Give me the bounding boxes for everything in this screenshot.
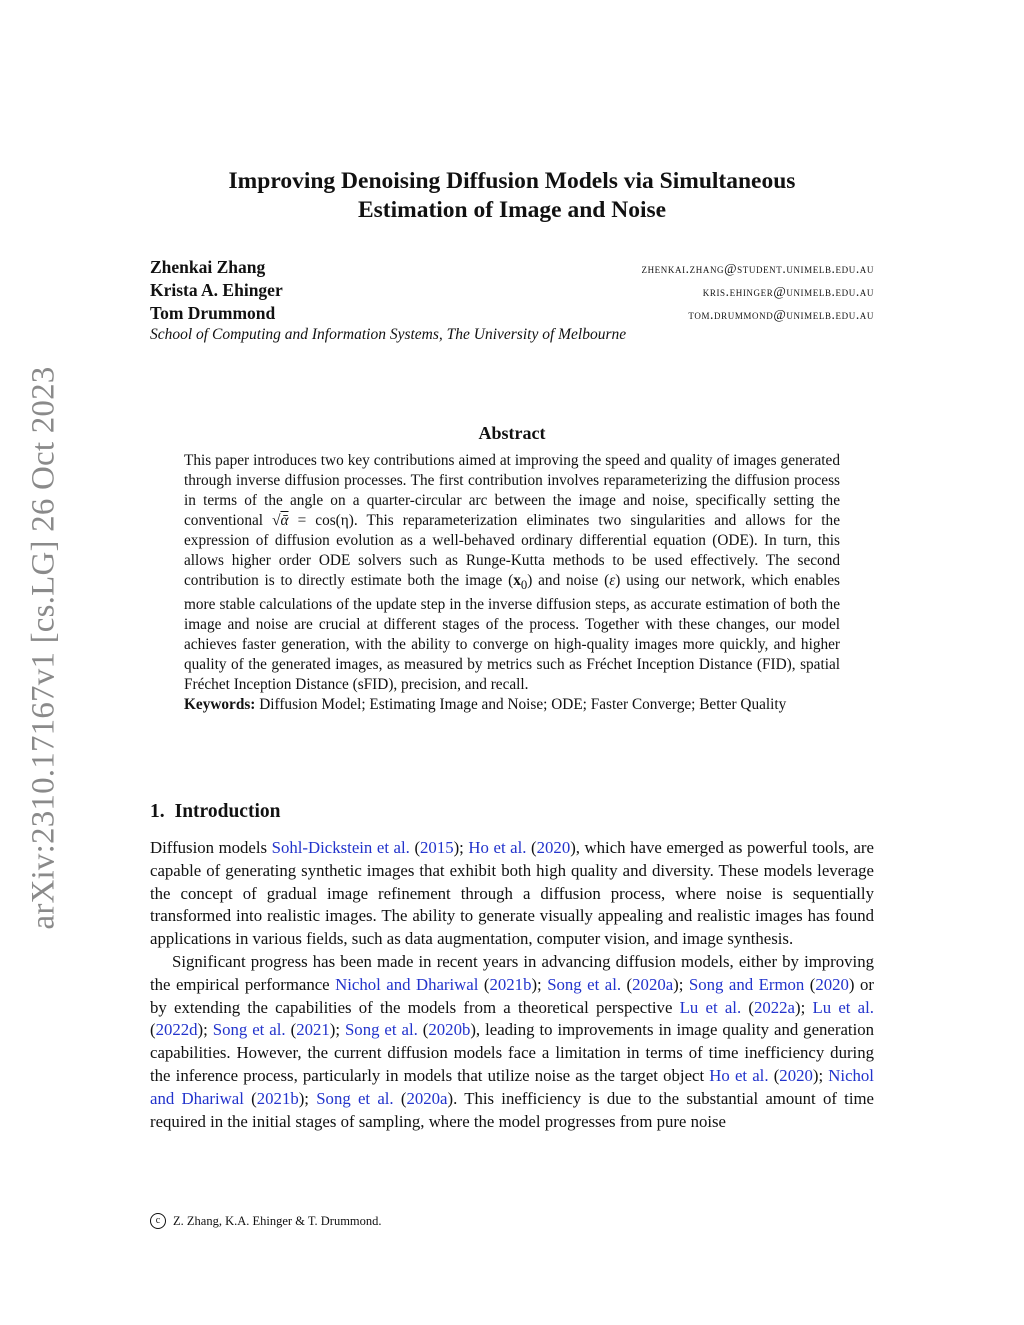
text-run: ), leading to improvements in image quality and generation capabilities. However, the current diffusion models face a limitation in terms of time inefficiency during the inference process, particularly in models that utilize noise as the target object (150, 1020, 875, 1085)
title-line-1: Improving Denoising Diffusion Models via Simultaneous (228, 168, 796, 194)
citation-link[interactable]: 2020 (815, 974, 849, 994)
text-run: ( (393, 1088, 407, 1108)
keywords-text: Diffusion Model; Estimating Image and Noise; ODE; Faster Converge; Better Quality (259, 696, 787, 714)
citation-link[interactable]: 2020a (632, 974, 674, 994)
keywords (184, 695, 840, 715)
text-run: ); (673, 974, 689, 994)
citation-link[interactable]: Lu et al. (812, 997, 874, 1017)
text-run: ); (812, 1065, 829, 1085)
citation-link[interactable]: Sohl-Dickstein et al. (271, 838, 410, 857)
citation-link[interactable]: Lu et al. (679, 997, 742, 1017)
text-run: ), which have emerged as powerful tools, are capable of generating synthetic images that exhibit both high quality and diversity. These models leverage the concept of gradual image refinement through a diffusion process, where noise is sequentially transformed into realistic images. The ability to generate visually appealing and realistic images has found applications in various fields, such as data augmentation, computer vision, and image synthesis. (150, 838, 874, 949)
abstract-text: This paper introduces two key contributions aimed at improving the speed and quality of images generated through inverse diffusion processes. The first contribution involves reparameterizing the diffusion process in terms of the angle on a quarter-circular arc between the image and noise, specifically setting the conventional (184, 452, 840, 529)
text-run: ( (621, 974, 633, 994)
citation-link[interactable]: 2021b (256, 1088, 299, 1108)
citation-link[interactable]: Nichol and Dhariwal (150, 1065, 874, 1108)
text-run: ( (478, 974, 490, 994)
abstract-text: . This reparameterization eliminates two singularities and allows for the expression of diffusion evolution as a well-behaved ordinary differential equation (ODE). In turn, this allows higher order ODE solvers such as Runge-Kutta methods to be used effectively. The second contribution is to directly estimate both the image ( (184, 512, 840, 589)
math-alpha-bar: ᾱ (280, 512, 289, 529)
section-title: Introduction (174, 801, 281, 822)
section-number: 1. (150, 801, 165, 822)
text-run: ); (794, 997, 813, 1017)
citation-link[interactable]: Song et al. (344, 1020, 418, 1040)
text-run: ( (409, 838, 421, 857)
keywords-label: Keywords: (184, 696, 256, 714)
citation-link[interactable]: Ho et al. (709, 1065, 769, 1085)
author-name: Krista A. Ehinger (150, 280, 283, 300)
citation-link[interactable]: Song et al. (316, 1088, 394, 1108)
affiliation: School of Computing and Information Systems, The University of Melbourne (150, 326, 627, 343)
text-run: ( (741, 997, 754, 1017)
citation-link[interactable]: 2021 (296, 1020, 330, 1040)
abstract-text: ) and noise ( (527, 572, 610, 589)
math-cos-eta: = cos(η) (288, 512, 354, 529)
text-run: ). This inefficiency is due to the substantial amount of time required in the initial stages of sampling, where the model progresses from pure noise (150, 1088, 874, 1131)
author-email[interactable]: tom.drummond@unimelb.edu.au (688, 307, 874, 322)
copyright-icon: c (150, 1213, 166, 1229)
title-line-2: Estimation of Image and Noise (357, 197, 667, 223)
abstract-heading: Abstract (478, 423, 546, 443)
text-run: ( (243, 1088, 257, 1108)
body-text (150, 837, 874, 1133)
text-run: ( (150, 1020, 156, 1040)
citation-link[interactable]: 2020 (779, 1065, 813, 1085)
citation-link[interactable]: 2021b (489, 974, 532, 994)
text-run: ( (804, 974, 816, 994)
citation-link[interactable]: Song et al. (212, 1020, 286, 1040)
text-run: ); (453, 838, 469, 857)
author-name: Tom Drummond (150, 303, 276, 323)
sqrt-symbol: √ (272, 512, 281, 529)
abstract-text: ) using our network, which enables more stable calculations of the update step in the inverse diffusion steps, as accurate estimation of both the image and noise are crucial at different stages of the process. Together with these changes, our model achieves faster generation, with the ability to converge on high-quality images more quickly, and higher quality of the generated images, as measured by metrics such as Fréchet Inception Distance (FID), spatial Fréchet Inception Distance (sFID), precision, and recall. (184, 572, 840, 694)
citation-link[interactable]: 2022d (155, 1020, 198, 1040)
text-run: Significant progress has been made in recent years in advancing diffusion models, either by improving the empirical performance (150, 951, 874, 994)
abstract-paragraph (184, 451, 840, 695)
math-x: x (513, 572, 521, 589)
paragraph-1 (150, 837, 874, 951)
citation-link[interactable]: Nichol and Dhariwal (335, 974, 479, 994)
author-row (150, 257, 874, 279)
citation-link[interactable]: Song and Ermon (688, 974, 805, 994)
citation-link[interactable]: 2020 (536, 838, 571, 857)
paragraph-2 (150, 951, 874, 1133)
author-row (150, 280, 874, 302)
section-heading (150, 801, 280, 823)
citation-link[interactable]: 2020a (406, 1088, 448, 1108)
copyright-text: Z. Zhang, K.A. Ehinger & T. Drummond. (173, 1213, 382, 1228)
text-run: ( (285, 1020, 297, 1040)
text-run: ); (531, 974, 548, 994)
paper-title (150, 167, 874, 225)
text-run: ) or by extending the capabilities of the models from a theoretical perspective (150, 974, 874, 1017)
text-run: ( (526, 838, 537, 857)
text-run: Diffusion models (150, 838, 272, 857)
author-email[interactable]: zhenkai.zhang@student.unimelb.edu.au (641, 261, 874, 276)
citation-link[interactable]: 2015 (420, 838, 454, 857)
author-row (150, 303, 874, 325)
text-run: ); (197, 1020, 213, 1040)
citation-link[interactable]: Ho et al. (468, 838, 527, 857)
math-epsilon: ε (609, 572, 616, 589)
math-x-subscript: 0 (520, 578, 528, 593)
text-run: ( (768, 1065, 780, 1085)
text-run: ); (298, 1088, 317, 1108)
citation-link[interactable]: 2020b (428, 1020, 471, 1040)
author-email[interactable]: kris.ehinger@unimelb.edu.au (702, 284, 874, 299)
text-run: ); (329, 1020, 345, 1040)
author-name: Zhenkai Zhang (150, 257, 266, 277)
citation-link[interactable]: 2022a (753, 997, 795, 1017)
abstract-body (184, 451, 840, 715)
copyright-footer (150, 1213, 382, 1229)
citation-link[interactable]: Song et al. (547, 974, 622, 994)
text-run: ( (417, 1020, 429, 1040)
arxiv-identifier: arXiv:2310.17167v1 [cs.LG] 26 Oct 2023 (25, 366, 62, 930)
